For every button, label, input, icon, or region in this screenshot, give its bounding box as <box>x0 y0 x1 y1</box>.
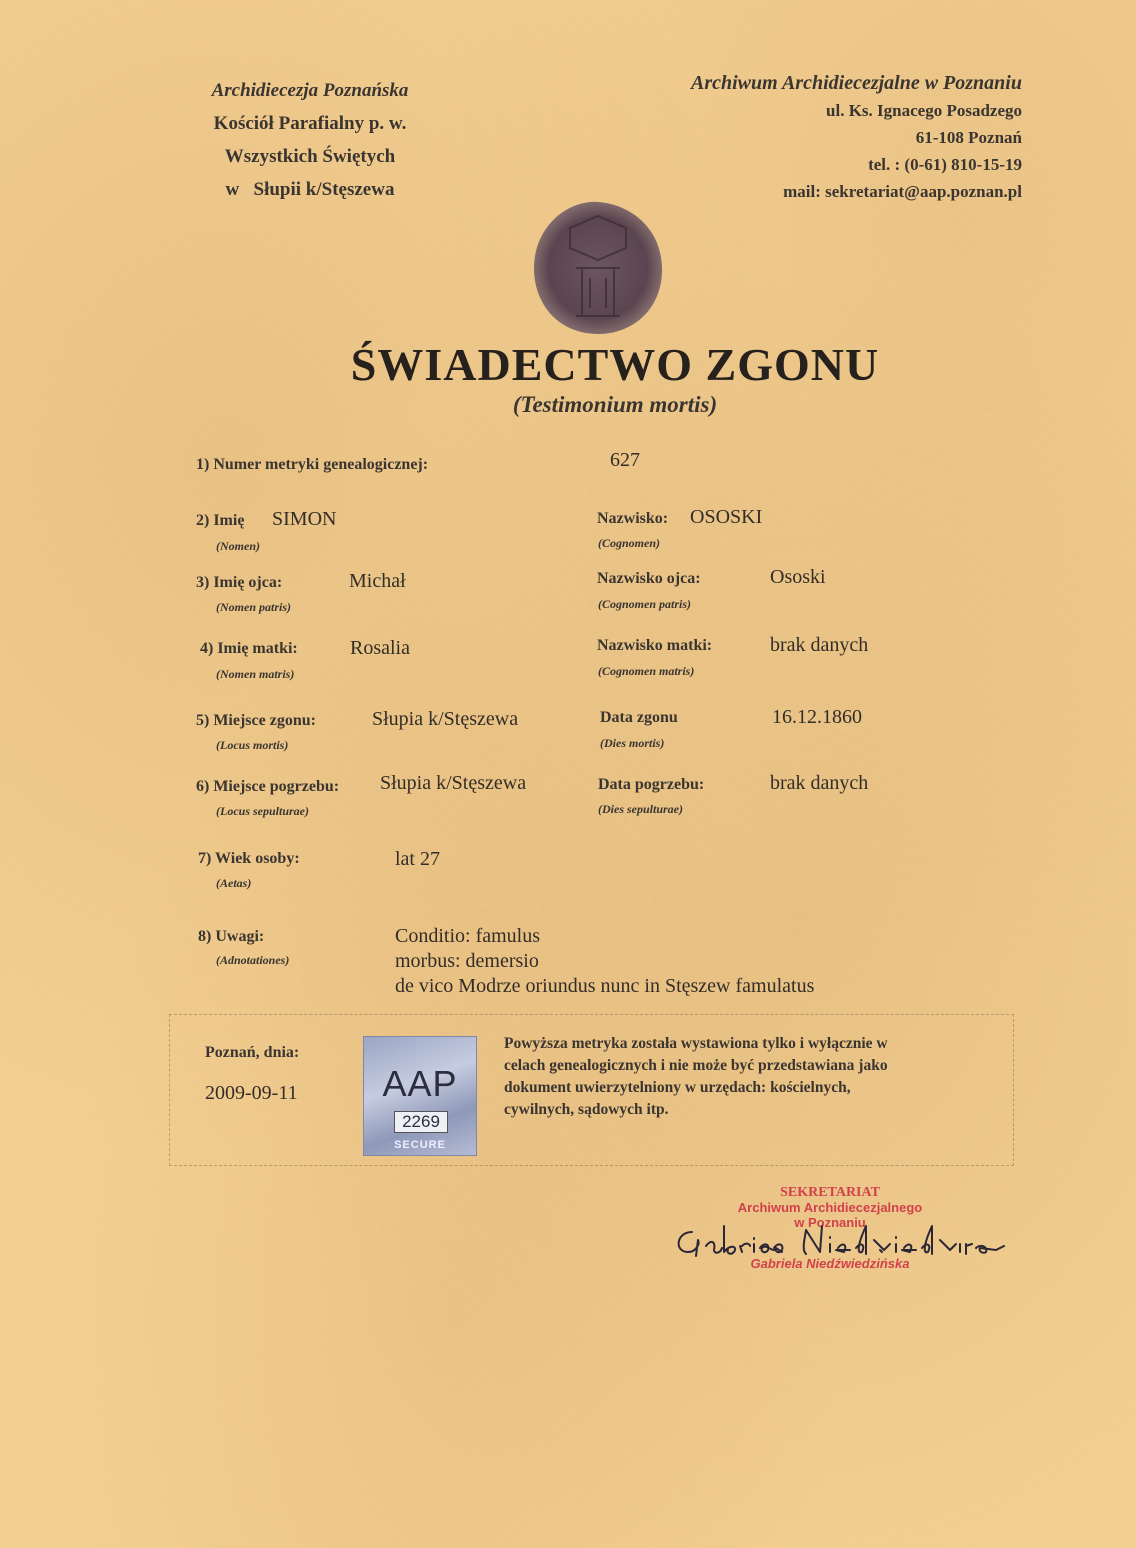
field-father-surname-label: Nazwisko ojca: <box>597 570 701 587</box>
notes-line-2: morbus: demersio <box>395 950 539 972</box>
document-subtitle: (Testimonium mortis) <box>512 392 718 417</box>
notice-line-2: celach genealogicznych i nie może być przedstawiana jako <box>504 1057 888 1074</box>
header-right <box>691 70 1022 205</box>
field-notes-value <box>395 924 814 999</box>
parish-line1: Kościół Parafialny p. w. <box>213 113 407 134</box>
archive-email: mail: sekretariat@aap.poznan.pl <box>783 182 1022 201</box>
field-father-name-value: Michał <box>349 570 406 592</box>
field-record-number-label: 1) Numer metryki genealogicznej: <box>196 456 429 473</box>
field-mother-surname-latin: (Cognomen matris) <box>598 664 695 678</box>
field-notes-latin: (Adnotationes) <box>216 953 290 967</box>
field-father-name-label: 3) Imię ojca: <box>196 574 283 591</box>
stamp-line-2: Archiwum Archidiecezjalnego <box>737 1200 923 1215</box>
field-surname-value: OSOSKI <box>690 506 763 528</box>
stamp-line-3: w Poznaniu <box>794 1215 866 1230</box>
issue-place-label: Poznań, dnia: <box>205 1044 300 1061</box>
field-death-place-value: Słupia k/Stęszewa <box>372 708 519 730</box>
field-father-surname-latin: (Cognomen patris) <box>598 597 692 611</box>
archive-seal-icon <box>530 198 666 338</box>
archive-phone: tel. : (0-61) 810-15-19 <box>868 155 1022 174</box>
field-notes-label: 8) Uwagi: <box>198 928 265 945</box>
field-age-latin: (Aetas) <box>216 876 252 890</box>
notes-line-1: Conditio: famulus <box>395 925 540 947</box>
field-name-label: 2) Imię <box>196 512 245 529</box>
stamp-secure-text: SECURE <box>394 1139 446 1151</box>
archive-name: Archiwum Archidiecezjalne w Poznaniu <box>691 72 1022 94</box>
field-age-label: 7) Wiek osoby: <box>198 850 300 867</box>
stamp-number: 2269 <box>394 1111 448 1133</box>
field-death-place-latin: (Locus mortis) <box>216 738 289 752</box>
field-mother-surname-value: brak danych <box>770 634 869 656</box>
field-surname-label: Nazwisko: <box>597 510 669 527</box>
field-surname-latin: (Cognomen) <box>598 536 661 550</box>
field-burial-date-value: brak danych <box>770 772 869 794</box>
field-death-place-label: 5) Miejsce zgonu: <box>196 712 316 729</box>
parish-line3: w Słupii k/Stęszewa <box>225 179 395 200</box>
stamp-aap-text: AAP <box>382 1063 458 1104</box>
field-father-surname-value: Ososki <box>770 566 826 588</box>
archive-postcode: 61-108 Poznań <box>915 128 1022 147</box>
field-mother-name-value: Rosalia <box>350 637 410 659</box>
document-title: ŚWIADECTWO ZGONU <box>350 339 880 390</box>
field-death-date-latin: (Dies mortis) <box>600 736 665 750</box>
notice-line-3: dokument uwierzytelniony w urzędach: kościelnych, <box>504 1079 851 1096</box>
notice-line-1: Powyższa metryka została wystawiona tylko i wyłącznie w <box>504 1035 888 1052</box>
notes-line-3: de vico Modrze oriundus nunc in Stęszew famulatus <box>395 975 815 997</box>
stamp-signatory-name: Gabriela Niedźwiedzińska <box>750 1256 910 1271</box>
header-left <box>160 74 460 206</box>
field-mother-surname-label: Nazwisko matki: <box>597 637 713 654</box>
field-burial-date-latin: (Dies sepulturae) <box>598 802 683 816</box>
field-father-name-latin: (Nomen patris) <box>216 600 291 614</box>
field-mother-name-label: 4) Imię matki: <box>200 640 298 657</box>
issue-date: 2009-09-11 <box>205 1082 298 1104</box>
archdiocese-name: Archidiecezja Poznańska <box>211 80 409 101</box>
field-burial-date-label: Data pogrzebu: <box>598 776 705 793</box>
field-burial-place-value: Słupia k/Stęszewa <box>380 772 527 794</box>
field-name-latin: (Nomen) <box>216 539 260 553</box>
security-hologram-stamp <box>363 1036 477 1156</box>
field-mother-name-latin: (Nomen matris) <box>216 667 295 681</box>
parish-line2: Wszystkich Świętych <box>224 146 396 167</box>
field-death-date-label: Data zgonu <box>600 709 678 726</box>
field-age-value: lat 27 <box>395 848 440 870</box>
field-name-value: SIMON <box>272 508 337 530</box>
stamp-title: SEKRETARIAT <box>780 1185 880 1200</box>
field-burial-place-latin: (Locus sepulturae) <box>216 804 309 818</box>
disclaimer-notice <box>504 1033 1004 1121</box>
notice-line-4: cywilnych, sądowych itp. <box>504 1101 669 1118</box>
handwritten-signature <box>670 1222 1010 1268</box>
archive-street: ul. Ks. Ignacego Posadzego <box>826 101 1022 120</box>
field-death-date-value: 16.12.1860 <box>772 706 862 728</box>
field-burial-place-label: 6) Miejsce pogrzebu: <box>196 778 340 795</box>
field-record-number-value: 627 <box>610 449 640 471</box>
